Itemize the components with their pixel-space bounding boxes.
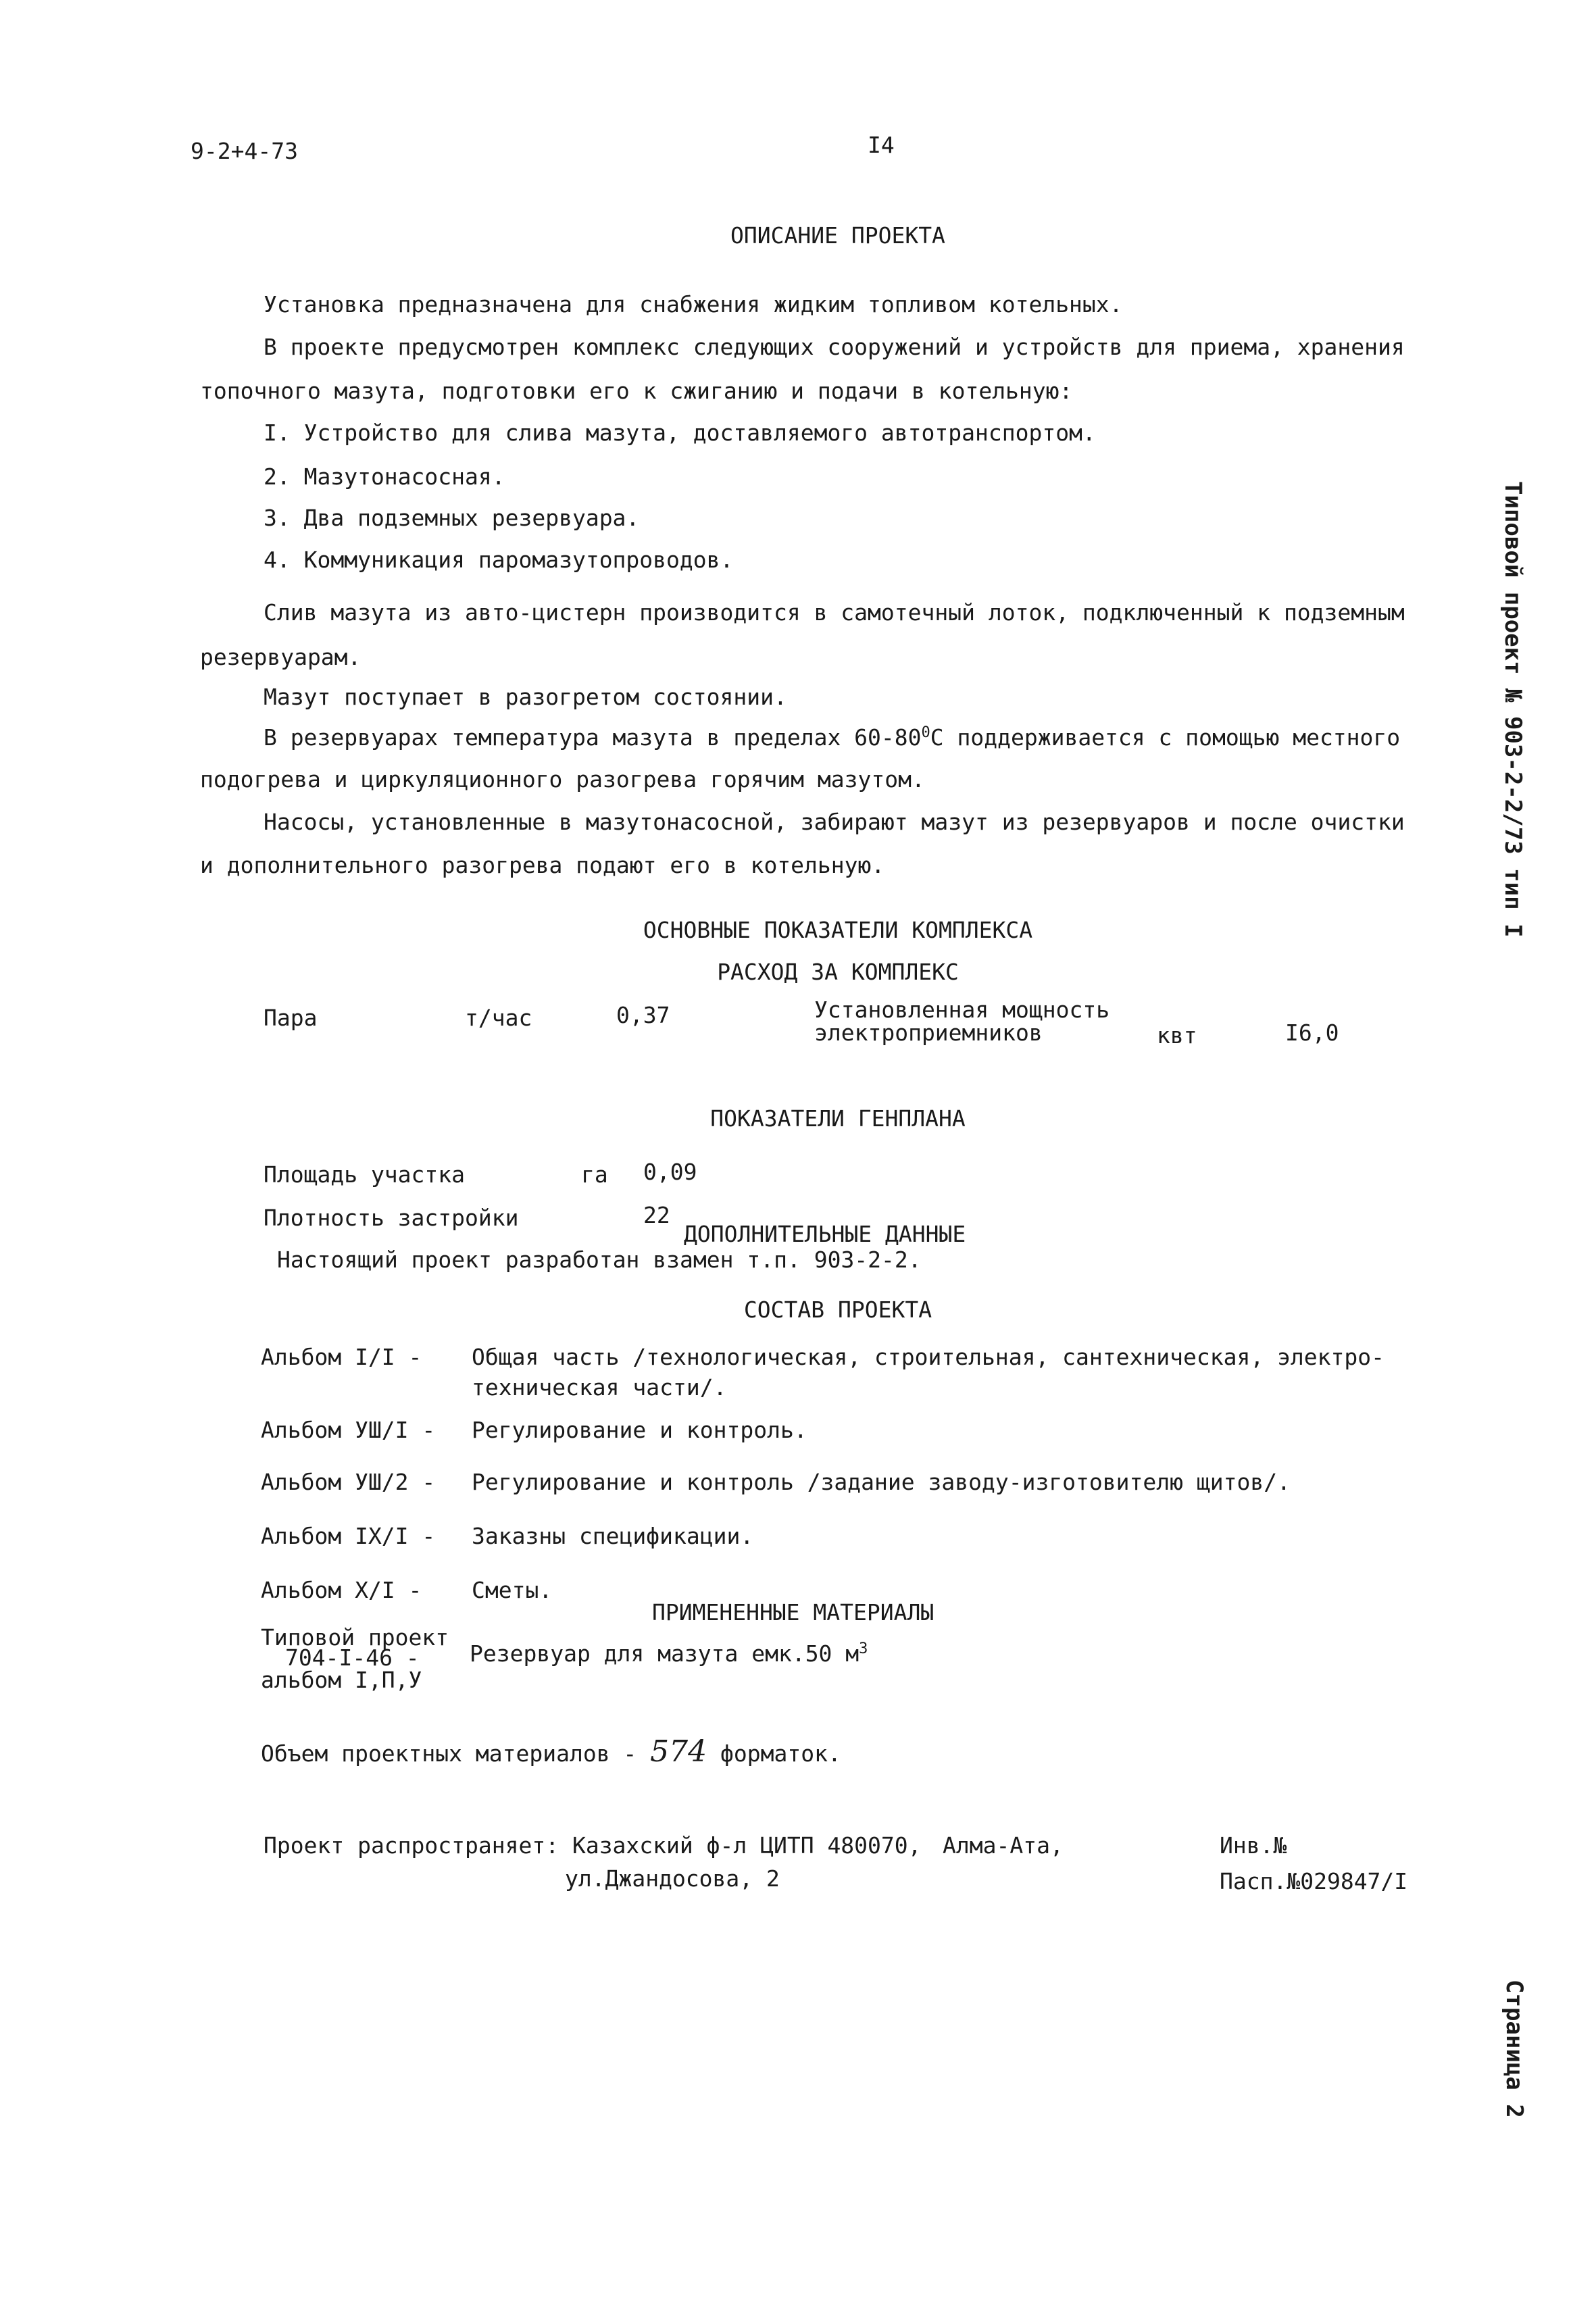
list-item-1: I. Устройство для слива мазута, доставляемого автотранспортом. [264, 420, 1096, 446]
steam-unit: т/час [465, 1005, 532, 1031]
cubic-superscript: 3 [859, 1640, 868, 1657]
typical-project-vertical-label: Типовой проект № 903-2-2/73 тип I [1499, 481, 1526, 938]
indicators-heading: ОСНОВНЫЕ ПОКАЗАТЕЛИ КОМПЛЕКСА [643, 917, 1033, 943]
additional-data-heading: ДОПОЛНИТЕЛЬНЫЕ ДАННЫЕ [684, 1221, 966, 1247]
page-vertical-label: Страница 2 [1501, 1980, 1528, 2118]
page-title: ОПИСАНИЕ ПРОЕКТА [730, 222, 945, 249]
typical-project-ref-line-3: альбом I,П,У [261, 1667, 422, 1693]
materials-heading: ПРИМЕНЕННЫЕ МАТЕРИАЛЫ [652, 1599, 934, 1626]
power-value: I6,0 [1285, 1020, 1339, 1046]
site-area-value: 0,09 [643, 1159, 697, 1185]
album-description: Регулирование и контроль. [472, 1417, 807, 1443]
power-label-line-2: электроприемников [814, 1020, 1043, 1046]
materials-description [470, 1640, 868, 1667]
volume-label: Объем проектных материалов - [261, 1740, 637, 1767]
distributor-city: Алма-Ата, [943, 1832, 1064, 1859]
typical-project-ref-line-1: Типовой проект [261, 1624, 449, 1651]
composition-heading: СОСТАВ ПРОЕКТА [743, 1297, 932, 1323]
album-description: Сметы. [472, 1577, 553, 1603]
building-density-value: 22 [643, 1202, 670, 1228]
inventory-number-label: Инв.№ [1220, 1832, 1287, 1859]
list-item-2: 2. Мазутонасосная. [264, 463, 505, 490]
body-paragraph-5-line-2: подогрева и циркуляционного разогрева горячим мазутом. [200, 766, 925, 793]
temperature-text-tail: С поддерживается с помощью местного [930, 724, 1401, 751]
steam-value: 0,37 [616, 1002, 670, 1028]
album-description-continued: техническая части/. [472, 1374, 727, 1401]
passport-value: 029847/I [1300, 1868, 1408, 1894]
additional-data-text: Настоящий проект разработан взамен т.п. 903-2-2. [277, 1247, 922, 1273]
building-density-label: Плотность застройки [264, 1205, 519, 1231]
body-paragraph-5-line-1 [264, 724, 1400, 751]
album-description: Общая часть /технологическая, строительная, сантехническая, электро- [472, 1344, 1385, 1370]
body-paragraph-6-line-1: Насосы, установленные в мазутонасосной, забирают мазут из резервуаров и после очистки [264, 809, 1405, 835]
passport-number [1220, 1869, 1407, 1894]
volume-unit: форматок. [720, 1740, 841, 1767]
passport-label: Пасп.№ [1220, 1868, 1301, 1894]
album-name: Альбом УШ/I - [261, 1417, 436, 1443]
volume-line [261, 1735, 841, 1769]
site-area-label: Площадь участка [264, 1161, 466, 1188]
body-paragraph-3-line-1: Слив мазута из авто-цистерн производится в самотечный лоток, подключенный к подземным [264, 599, 1405, 626]
album-description: Регулирование и контроль /задание заводу-изготовителю щитов/. [472, 1469, 1291, 1495]
body-paragraph-3-line-2: резервуарам. [200, 644, 361, 670]
album-name: Альбом IX/I - [261, 1523, 436, 1549]
power-unit: квт [1157, 1022, 1197, 1049]
intro-paragraph-2-line-2: топочного мазута, подготовки его к сжиганию и подачи в котельную: [200, 378, 1073, 404]
intro-paragraph-2-line-1: В проекте предусмотрен комплекс следующих сооружений и устройств для приема, хранения [264, 334, 1405, 360]
consumption-heading: РАСХОД ЗА КОМПЛЕКС [717, 959, 959, 985]
typical-project-ref-line-2: 704-I-46 - [285, 1644, 420, 1671]
body-paragraph-4: Мазут поступает в разогретом состоянии. [264, 684, 787, 710]
genplan-heading: ПОКАЗАТЕЛИ ГЕНПЛАНА [710, 1105, 966, 1132]
body-paragraph-6-line-2: и дополнительного разогрева подают его в котельную. [200, 852, 885, 878]
distributor-street: ул.Джандосова, 2 [565, 1865, 780, 1892]
intro-paragraph-1: Установка предназначена для снабжения жидким топливом котельных. [264, 291, 1123, 318]
document-code: 9-2+4-73 [191, 138, 298, 164]
page-number: I4 [868, 132, 895, 158]
power-label-line-1: Установленная мощность [814, 997, 1110, 1023]
album-name: Альбом X/I - [261, 1577, 422, 1603]
tank-description: Резервуар для мазута емк.50 м [470, 1640, 859, 1667]
album-name: Альбом I/I - [261, 1344, 422, 1370]
degree-superscript: 0 [921, 724, 930, 741]
distributor-label: Проект распространяет: Казахский ф-л ЦИТП 480070, [264, 1832, 922, 1859]
list-item-3: 3. Два подземных резервуара. [264, 505, 640, 531]
site-area-unit: га [581, 1161, 608, 1188]
temperature-text: В резервуарах температура мазута в пределах 60-80 [264, 724, 922, 751]
list-item-4: 4. Коммуникация паромазутопроводов. [264, 547, 734, 573]
volume-value: 574 [650, 1734, 707, 1769]
steam-label: Пара [264, 1005, 318, 1031]
album-description: Заказны спецификации. [472, 1523, 754, 1549]
album-name: Альбом УШ/2 - [261, 1469, 436, 1495]
